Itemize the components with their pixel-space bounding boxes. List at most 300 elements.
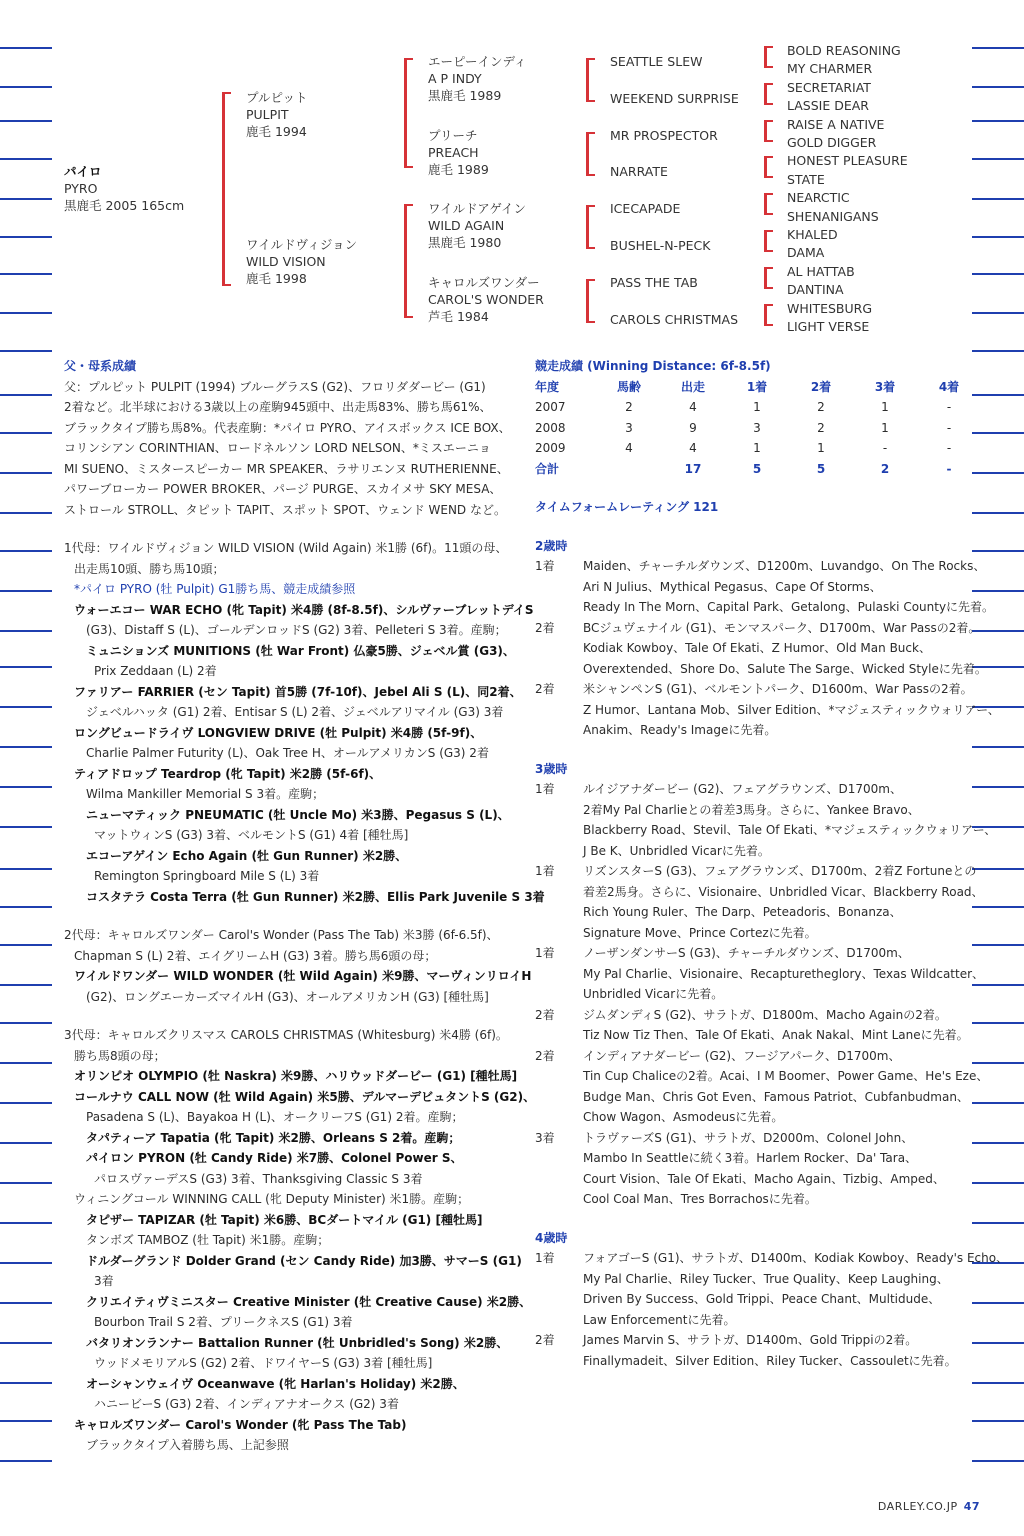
race-line: Cool Coal Man、Tres Borrachosに先着。 — [583, 1192, 817, 1206]
table-cell: - — [946, 420, 952, 435]
gen4-bracket — [764, 230, 767, 252]
race-finish: 1着 — [535, 864, 555, 878]
race-line: インディアナダービー (G2)、フージアパーク、D1700m、 — [583, 1048, 901, 1063]
gen4-horse-line: KHALED — [787, 227, 838, 242]
gen4-horse-line: SECRETARIAT — [787, 79, 871, 95]
gen4-horse-line: MY CHARMER — [787, 61, 873, 77]
race-line: Tin Cup Chaliceの2着。Acai、I M Boomer、Power Game、He's Eze、 — [583, 1069, 989, 1083]
sire-line: ストロール STROLL、タピット TAPIT、スポット SPOT、ウェンド WEND など。 — [64, 502, 506, 517]
dam1-line: コスタテラ Costa Terra (牡 Gun Runner) 米2勝、Ellis Park Juvenile S 3着 — [86, 889, 545, 904]
race-sections — [535, 518, 1009, 1372]
subject-horse-line: パイロ — [64, 164, 102, 179]
edge-mark — [0, 1262, 52, 1264]
race-line: 2着My Pal Charlieとの着差3馬身。さらに、Yankee Bravo、 — [583, 802, 920, 817]
gen4-horse — [787, 226, 838, 243]
sire-line: 父：プルピット PULPIT (1994) ブルーグラスS (G2)、フロリダダービー (G1) — [64, 379, 486, 394]
race-line: My Pal Charlie、Riley Tucker、True Quality、Keep Laughing、 — [583, 1271, 949, 1286]
race-line: ジムダンディS (G2)、サラトガ、D1800m、Macho Againの2着。 — [583, 1007, 947, 1022]
gen4-horse-line: HONEST PLEASURE — [787, 153, 908, 169]
gen4-horse-line: STATE — [787, 171, 825, 187]
race-record-section — [535, 356, 1009, 1371]
race-line: Ready In The Morn、Capital Park、Getalong、Pulaski Countyに先着。 — [583, 600, 995, 614]
table-cell: 2 — [880, 461, 890, 476]
gen4-horse — [787, 97, 869, 114]
grandparent-horse — [428, 53, 527, 104]
table-cell: 2 — [817, 400, 825, 414]
sire-line-horse-line: プルピット — [246, 90, 308, 105]
sire-line: MI SUENO、ミスタースピーカー MR SPEAKER、ラサリエンヌ RUTHERIENNE、 — [64, 461, 509, 476]
edge-mark — [0, 1182, 52, 1184]
gen4-horse — [787, 263, 855, 280]
race-entry — [535, 618, 985, 680]
sire-line-horse-line: WILD VISION — [246, 254, 326, 269]
race-line: Z Humor、Lantana Mob、Silver Edition、*マジェスティックウォリアー、 — [583, 702, 1000, 717]
gen4-horse — [787, 208, 879, 225]
race-description — [583, 779, 996, 861]
gen4-horse — [787, 152, 908, 169]
edge-mark — [0, 786, 52, 788]
dam2-line: (G2)、ロングエーカーズマイルH (G3)、オールアメリカンH (G3) [種牡馬] — [86, 989, 489, 1004]
race-entry — [535, 779, 997, 861]
race-line: 着差2馬身。さらに、Visionaire、Unbridled Vicar、Blackberry Road、 — [583, 884, 984, 899]
race-finish: 2着 — [535, 1007, 555, 1022]
grandparent-horse-line: ワイルドアゲイン — [428, 201, 527, 216]
race-description — [583, 943, 985, 1005]
gen4-bracket — [764, 83, 767, 105]
edge-mark — [0, 1062, 52, 1064]
gen3-bracket — [586, 279, 589, 323]
table-total-row — [535, 459, 981, 480]
grandparent-horse-line: 芦毛 1984 — [428, 309, 489, 324]
dam1-line: (G3)、Distaff S (L)、ゴールデンロッドS (G2) 3着、Pelleteri S 3着。産駒； — [86, 623, 507, 637]
edge-mark — [0, 1460, 52, 1462]
subject-horse-line: PYRO — [64, 181, 98, 196]
dam3-line: オーシャンウェイヴ Oceanwave (牝 Harlan's Holiday) 米2勝、 — [86, 1376, 465, 1391]
dam3-line: クリエイティヴミニスター Creative Minister (牡 Creative Cause) 米2勝、 — [86, 1294, 532, 1309]
race-line: Rich Young Ruler、The Darp、Peteadoris、Bonanza、 — [583, 905, 902, 919]
sire-line: コリンシアン CORINTHIAN、ロードネルソン LORD NELSON、*ミスエーニョ — [64, 441, 491, 455]
dam1-line: Charlie Palmer Futurity (L)、Oak Tree H、オールアメリカンS (G3) 2着 — [86, 746, 489, 760]
edge-mark — [0, 1420, 52, 1422]
table-cell: 5 — [816, 461, 826, 476]
dam3-line: Pasadena S (L)、Bayakoa H (L)、オークリーフS (G1) 2着。産駒； — [86, 1110, 464, 1124]
table-cell: 4 — [625, 441, 633, 455]
race-finish: 2着 — [535, 620, 555, 635]
table-cell: 9 — [689, 420, 697, 435]
gen4-horse-line: SHENANIGANS — [787, 208, 879, 224]
sire-line: パワーブローカー POWER BROKER、パージ PURGE、スカイメサ SKY MESA、 — [64, 482, 502, 496]
race-entry — [535, 1128, 985, 1210]
race-line: Tiz Now Tiz Then、Tale Of Ekati、Anak Nakal、Mint Laneに先着。 — [583, 1028, 969, 1042]
edge-mark — [0, 630, 52, 632]
grandparent-horse-line: プリーチ — [428, 128, 478, 143]
dam3-line: 3代母：キャロルズクリスマス CAROLS CHRISTMAS (Whitesburg) 米4勝 (6f)。 — [64, 1028, 508, 1042]
gen4-horse-line: LIGHT VERSE — [787, 319, 870, 334]
grandparent-horse-line: PREACH — [428, 145, 479, 160]
grandparent-horse-line: エーピーインディ — [428, 54, 527, 69]
grandparent-horse — [428, 274, 544, 325]
table-header: 4着 — [938, 379, 960, 394]
race-line: Maiden、チャーチルダウンズ、D1200m、Luvandgo、On The Rocks、 — [583, 559, 986, 573]
table-cell: 3 — [753, 420, 761, 435]
grandparent-horse-line: A P INDY — [428, 71, 482, 86]
race-finish: 2着 — [535, 1048, 555, 1063]
dam3-line: 勝ち馬8頭の母； — [74, 1048, 166, 1063]
race-finish: 1着 — [535, 559, 555, 573]
dam1-line: ウォーエコー WAR ECHO (牝 Tapit) 米4勝 (8f-8.5f)、シルヴァーブレットデイS — [74, 602, 534, 617]
table-header: 1着 — [746, 379, 768, 394]
gen4-horse — [787, 134, 876, 151]
race-description — [583, 861, 985, 943]
gen4-horse — [787, 116, 884, 133]
race-finish: 1着 — [535, 1251, 555, 1265]
race-finish: 2着 — [535, 682, 555, 696]
edge-mark — [0, 666, 52, 668]
race-line: Law Enforcementに先着。 — [583, 1312, 736, 1327]
gen4-horse — [787, 300, 872, 317]
race-line: Finallymadeit、Silver Edition、Riley Tucker、Cassouletに先着。 — [583, 1353, 957, 1368]
gen4-bracket — [764, 267, 767, 289]
gen4-horse-line: BOLD REASONING — [787, 43, 901, 58]
gen3-horse — [610, 127, 718, 144]
race-entry — [535, 1005, 985, 1046]
gen3-horse — [610, 274, 698, 291]
table-cell: 2 — [817, 420, 825, 435]
edge-mark — [0, 868, 52, 870]
grandparent-horse-line: 黒鹿毛 1989 — [428, 88, 502, 103]
table-cell: 2 — [625, 400, 633, 414]
edge-mark — [0, 984, 52, 986]
race-entry — [535, 861, 985, 943]
race-line: トラヴァーズS (G1)、サラトガ、D2000m、Colonel John、 — [583, 1130, 914, 1145]
gen3-horse-line: MR PROSPECTOR — [610, 127, 718, 143]
race-line: リズンスターS (G3)、フェアグラウンズ、D1700m、2着Z Fortuneとの — [583, 864, 977, 878]
dam1-line: ティアドロップ Teardrop (牝 Tapit) 米2勝 (5f-6f)、 — [74, 766, 382, 781]
race-line: My Pal Charlie、Visionaire、Recapturetheglory、Texas Wildcatter、 — [583, 966, 985, 981]
race-line: Unbridled Vicarに先着。 — [583, 987, 724, 1001]
table-cell: 2009 — [535, 441, 566, 455]
table-cell: - — [946, 441, 952, 455]
subject-horse-line: 黒鹿毛 2005 165cm — [64, 198, 185, 213]
edge-mark — [972, 86, 1024, 88]
sire-line-horse-line: 鹿毛 1994 — [246, 124, 307, 139]
dam3-line: コールナウ CALL NOW (牡 Wild Again) 米5勝、デルマーデビュタントS (G2)、 — [74, 1089, 536, 1104]
race-entry — [535, 556, 995, 618]
race-line: ノーザンダンサーS (G3)、チャーチルダウンズ、D1700m、 — [583, 946, 910, 960]
grandparent-horse-line: WILD AGAIN — [428, 218, 505, 233]
dam3-line: タンボズ TAMBOZ (牡 Tapit) 米1勝。産駒； — [86, 1233, 330, 1247]
race-finish: 1着 — [535, 946, 555, 960]
race-entry — [535, 1330, 985, 1371]
table-header: 2着 — [810, 379, 832, 394]
dam1-line: 1代母：ワイルドヴィジョン WILD VISION (Wild Again) 米1勝 (6f)。11頭の母、 — [64, 541, 508, 555]
edge-mark — [0, 590, 52, 592]
edge-mark — [972, 312, 1024, 314]
edge-mark — [972, 350, 1024, 352]
dam2-line: ワイルドワンダー WILD WONDER (牡 Wild Again) 米9勝、マーヴィンリロイH — [74, 969, 532, 983]
table-cell: 4 — [689, 441, 697, 455]
dam3-line: キャロルズワンダー Carol's Wonder (牝 Pass The Tab) — [74, 1417, 407, 1432]
edge-mark — [972, 236, 1024, 238]
race-entry — [535, 679, 1000, 741]
dam3-line: ブラックタイプ入着勝ち馬、上記参照 — [86, 1438, 289, 1452]
age-section-title: 4歳時 — [535, 1230, 568, 1245]
race-description — [583, 618, 987, 680]
edge-mark — [0, 944, 52, 946]
table-cell: 1 — [817, 441, 825, 455]
table-cell: 1 — [881, 420, 889, 435]
table-cell: 2007 — [535, 400, 566, 414]
race-description — [583, 1248, 1008, 1330]
gen4-horse-line: DANTINA — [787, 282, 844, 298]
dam2-block — [64, 925, 532, 1007]
gen4-horse — [787, 244, 824, 261]
page-number: 47 — [963, 1500, 980, 1513]
edge-mark — [0, 86, 52, 88]
edge-mark — [0, 432, 52, 434]
dam1-line: ニューマティック PNEUMATIC (牡 Uncle Mo) 米3勝、Pegasus S (L)、 — [86, 807, 510, 822]
dam1-line: Remington Springboard Mile S (L) 3着 — [94, 869, 320, 883]
dam3-line: ウッドメモリアルS (G2) 2着、ドワイヤーS (G3) 3着 [種牡馬] — [94, 1356, 433, 1370]
dam1-line: *パイロ PYRO (牡 Pulpit) G1勝ち馬、競走成績参照 — [74, 582, 356, 596]
race-finish: 1着 — [535, 782, 555, 796]
dam3-line: バタリオンランナー Battalion Runner (牡 Unbridled's Song) 米2勝、 — [86, 1335, 509, 1350]
table-row — [535, 438, 981, 459]
sire-line-horse-line: ワイルドヴィジョン — [246, 237, 358, 252]
grandparent-horse-line: キャロルズワンダー — [428, 275, 540, 290]
sire-line-horse-line: PULPIT — [246, 107, 289, 122]
race-line: J Be K、Unbridled Vicarに先着。 — [583, 843, 770, 858]
gen4-bracket — [764, 46, 767, 68]
dam3-line: オリンピオ OLYMPIO (牡 Naskra) 米9勝、ハリウッドダービー (G1) [種牡馬] — [74, 1069, 518, 1083]
gen4-horse-line: RAISE A NATIVE — [787, 116, 885, 132]
gen4-bracket — [764, 193, 767, 215]
race-line: ルイジアナダービー (G2)、フェアグラウンズ、D1700m、 — [583, 782, 902, 796]
edge-mark — [972, 47, 1024, 49]
race-record-heading: 競走成績 (Winning Distance: 6f-8.5f) — [535, 359, 771, 373]
edge-mark — [0, 550, 52, 552]
race-line: Court Vision、Tale Of Ekati、Macho Again、Tizbig、Amped、 — [583, 1171, 945, 1186]
edge-mark — [0, 394, 52, 396]
race-line: 米シャンペンS (G1)、ベルモントパーク、D1600m、War Passの2着。 — [583, 682, 973, 696]
dam1-line: マットウィンS (G3) 3着、ベルモントS (G1) 4着 [種牡馬] — [94, 828, 409, 842]
gen4-horse — [787, 79, 871, 96]
gen4-bracket — [764, 156, 767, 178]
race-description — [583, 1005, 985, 1046]
table-cell: 3 — [625, 420, 633, 435]
subject-horse — [64, 163, 184, 214]
dam3-line: タピザー TAPIZAR (牡 Tapit) 米6勝、BCダートマイル (G1) [種牡馬] — [86, 1212, 483, 1227]
dam3-line: ウィニングコール WINNING CALL (牝 Deputy Minister) 米1勝。産駒； — [74, 1192, 470, 1206]
sire-line-horse — [246, 236, 357, 287]
dam1-line: 出走馬10頭、勝ち馬10頭； — [74, 561, 225, 576]
edge-mark — [0, 1022, 52, 1024]
gen3-horse — [610, 237, 710, 254]
edge-mark — [0, 236, 52, 238]
gen3-horse — [610, 90, 739, 107]
table-cell: 5 — [752, 461, 762, 476]
grandparent-horse-line: 黒鹿毛 1980 — [428, 235, 502, 250]
gen3-horse — [610, 311, 738, 328]
race-entry — [535, 1248, 1009, 1330]
gen3-bracket — [586, 132, 589, 176]
gen3-horse-line: WEEKEND SURPRISE — [610, 90, 739, 106]
race-description — [583, 1046, 988, 1128]
table-header: 年度 — [535, 379, 560, 394]
edge-mark — [0, 1382, 52, 1384]
edge-mark — [972, 273, 1024, 275]
dam2-line: 2代母：キャロルズワンダー Carol's Wonder (Pass The Tab) 米3勝 (6f-6.5f)、 — [64, 928, 499, 942]
edge-mark — [0, 512, 52, 514]
dam1-line: ロングビュードライヴ LONGVIEW DRIVE (牡 Pulpit) 米4勝 (5f-9f)、 — [74, 725, 483, 740]
race-line: Driven By Success、Gold Trippi、Peace Chant、Multidude、 — [583, 1292, 941, 1306]
table-cell: 1 — [753, 441, 761, 455]
edge-mark — [0, 120, 52, 122]
age-section-title: 3歳時 — [535, 761, 568, 776]
race-entry — [535, 1046, 989, 1128]
edge-mark — [972, 1460, 1024, 1462]
race-description — [583, 1330, 985, 1371]
race-finish: 2着 — [535, 1333, 555, 1347]
race-line: Mambo In Seattleに続く3着。Harlem Rocker、Da' Tara、 — [583, 1151, 918, 1165]
race-line: フォアゴーS (G1)、サラトガ、D1400m、Kodiak Kowboy、Ready's Echo、 — [583, 1251, 1009, 1265]
gen4-horse — [787, 281, 844, 298]
dam3-line: ドルダーグランド Dolder Grand (セン Candy Ride) 加3勝、サマーS (G1) — [86, 1253, 522, 1268]
edge-mark — [972, 158, 1024, 160]
race-record-table — [535, 377, 981, 480]
table-header: 馬齢 — [616, 379, 641, 394]
edge-mark — [0, 1222, 52, 1224]
site-name: DARLEY.CO.JP — [877, 1500, 958, 1513]
race-line: Blackberry Road、Stevil、Tale Of Ekati、*マジェスティックウォリアー、 — [583, 823, 997, 837]
gen3-horse-line: SEATTLE SLEW — [610, 54, 703, 69]
table-cell: - — [946, 461, 952, 476]
grandparent-horse — [428, 127, 489, 178]
edge-mark — [972, 1382, 1024, 1384]
edge-mark — [0, 1342, 52, 1344]
gen3-bracket — [586, 58, 589, 102]
race-line: Budge Man、Chris Got Even、Famous Patriot、Cubfanbudman、 — [583, 1089, 969, 1104]
gen4-bracket — [764, 304, 767, 326]
dam1-line: ジェベルハッタ (G1) 2着、Entisar S (L) 2着、ジェベルアリマイル (G3) 3着 — [86, 705, 504, 719]
grandparent-horse — [428, 200, 526, 251]
race-line: BCジュヴェナイル (G1)、モンマスパーク、D1700m、War Passの2着。 — [583, 620, 981, 635]
dam3-line: 3着 — [94, 1274, 114, 1288]
race-line: Kodiak Kowboy、Tale Of Ekati、Z Humor、Old Man Buck、 — [583, 641, 931, 655]
gen3-horse — [610, 163, 668, 180]
dam1-line: Prix Zeddaan (L) 2着 — [94, 664, 217, 678]
race-finish: 3着 — [535, 1130, 555, 1145]
table-row — [535, 397, 981, 418]
edge-mark — [0, 1142, 52, 1144]
timeform-rating: タイムフォームレーティング 121 — [535, 500, 719, 514]
gen3-bracket — [586, 205, 589, 249]
gen4-horse — [787, 60, 872, 77]
edge-mark — [0, 198, 52, 200]
race-line: Chow Wagon、Asmodeusに先着。 — [583, 1110, 784, 1124]
dam3-line: タパティーア Tapatia (牝 Tapit) 米2勝、Orleans S 2着。産駒； — [86, 1130, 461, 1145]
race-description — [583, 679, 1000, 741]
gen3-horse-line: CAROLS CHRISTMAS — [610, 311, 739, 327]
grandparent-horse-line: CAROL'S WONDER — [428, 292, 544, 307]
table-cell: 2008 — [535, 420, 566, 435]
edge-mark — [972, 198, 1024, 200]
dam3-line: Bourbon Trail S 2着、プリークネスS (G1) 3着 — [94, 1315, 353, 1329]
gen4-bracket — [764, 120, 767, 142]
sire-line-horse — [246, 89, 308, 140]
gen4-horse-line: DAMA — [787, 245, 825, 261]
edge-mark — [0, 746, 52, 748]
table-cell: 1 — [753, 400, 761, 414]
sire-block — [64, 377, 511, 521]
table-cell: 1 — [881, 400, 889, 414]
gen3-horse-line: PASS THE TAB — [610, 274, 698, 290]
gen2-bracket — [404, 58, 407, 168]
edge-mark — [972, 1420, 1024, 1422]
gen2-bracket — [404, 204, 407, 318]
gen4-horse-line: LASSIE DEAR — [787, 98, 869, 114]
page-footer — [878, 1500, 980, 1513]
edge-mark — [0, 158, 52, 160]
family-heading: 父・母系成績 — [64, 359, 137, 373]
race-description — [583, 1128, 985, 1210]
table-cell: 4 — [689, 400, 697, 414]
edge-mark — [0, 472, 52, 474]
gen3-horse — [610, 200, 680, 217]
gen4-horse — [787, 318, 869, 335]
edge-mark — [0, 1302, 52, 1304]
table-cell: 合計 — [535, 461, 560, 476]
gen4-horse-line: NEARCTIC — [787, 190, 850, 206]
sire-line: ブラックタイプ勝ち馬8%。代表産駒：*パイロ PYRO、アイスボックス ICE BOX、 — [64, 420, 511, 435]
table-header: 出走 — [680, 379, 705, 394]
race-entry — [535, 943, 985, 1005]
edge-mark — [0, 312, 52, 314]
race-line: James Marvin S、サラトガ、D1400m、Gold Trippiの2着。 — [583, 1333, 918, 1347]
dam3-line: ハニービーS (G3) 2着、インディアナオークス (G2) 3着 — [94, 1397, 399, 1411]
gen4-horse — [787, 42, 901, 59]
race-line: Overextended、Shore Do、Salute The Sarge、Wicked Styleに先着。 — [583, 661, 987, 676]
sire-line: 2着など。北半球における3歳以上の産駒945頭中、出走馬83%、勝ち馬61%、 — [64, 400, 492, 414]
edge-mark — [0, 1102, 52, 1104]
edge-mark — [0, 47, 52, 49]
race-line: Ari N Julius、Mythical Pegasus、Cape Of Storms、 — [583, 579, 882, 594]
edge-mark — [0, 706, 52, 708]
sire-line-horse-line: 鹿毛 1998 — [246, 271, 307, 286]
gen3-horse-line: BUSHEL-N-PECK — [610, 238, 711, 253]
gen4-horse — [787, 171, 825, 188]
gen3-horse — [610, 53, 702, 70]
grandparent-horse-line: 鹿毛 1989 — [428, 162, 489, 177]
age-section-title: 2歳時 — [535, 538, 568, 553]
gen3-horse-line: NARRATE — [610, 164, 668, 180]
dam3-line: パイロン PYRON (牡 Candy Ride) 米7勝、Colonel Power S、 — [86, 1151, 463, 1165]
table-cell: - — [946, 400, 952, 414]
dam2-line: Chapman S (L) 2着、エイグリームH (G3) 3着。勝ち馬6頭の母； — [74, 948, 437, 963]
race-line: Signature Move、Prince Cortezに先着。 — [583, 925, 817, 940]
dam1-line: Wilma Mankiller Memorial S 3着。産駒； — [86, 787, 325, 801]
dam3-line: パロスヴァーデスS (G3) 3着、Thanksgiving Classic S 3着 — [94, 1171, 423, 1186]
edge-mark — [0, 350, 52, 352]
edge-mark — [972, 120, 1024, 122]
table-row — [535, 418, 981, 439]
table-cell: - — [882, 441, 888, 455]
gen3-horse-line: ICECAPADE — [610, 201, 681, 217]
table-header: 3着 — [874, 379, 896, 394]
table-cell — [597, 459, 661, 480]
dam1-line: ファリアー FARRIER (セン Tapit) 首5勝 (7f-10f)、Jebel Ali S (L)、同2着、 — [74, 684, 522, 699]
left-edge-marks — [0, 0, 52, 1536]
